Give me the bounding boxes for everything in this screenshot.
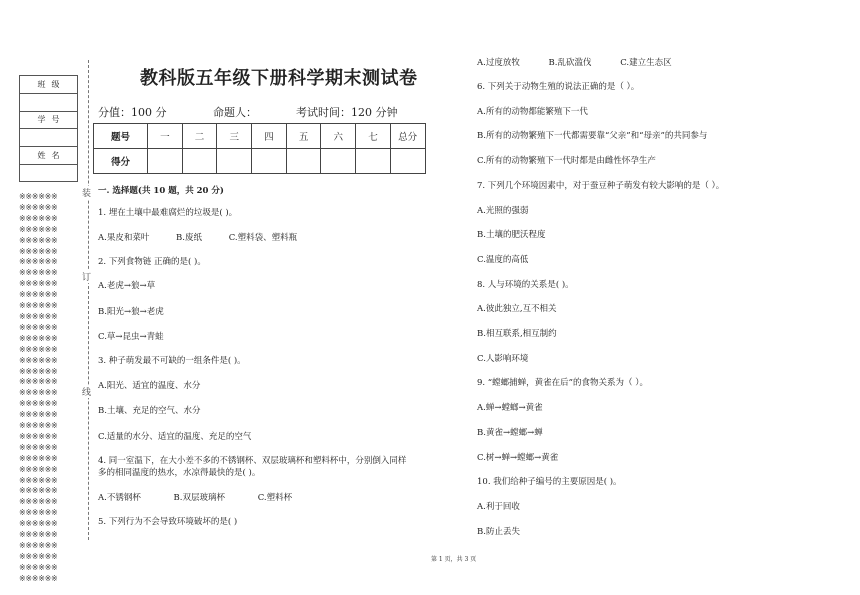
option: C.塑料袋、塑料瓶	[228, 233, 298, 243]
hatch-row: ※※※※※※	[19, 497, 58, 507]
option: A.不锈钢杯	[98, 493, 141, 503]
score-label: 得分	[94, 149, 148, 174]
hatch-row: ※※※※※※	[19, 192, 58, 201]
hatch-row: ※※※※※※	[19, 257, 58, 267]
right-line: B.所有的动物繁殖下一代都需要靠“父亲”和“母亲”的共同参与	[477, 131, 708, 142]
author-label: 命题人：	[213, 106, 257, 119]
table-header-cell: 四	[252, 124, 287, 149]
student-number-blank	[20, 129, 77, 147]
table-header-cell: 二	[182, 124, 217, 149]
class-blank	[20, 94, 77, 112]
right-line: A.光照的强弱	[477, 205, 529, 216]
binding-char-xian: 线	[82, 385, 91, 398]
question-1: 1. 埋在土壤中最难腐烂的垃圾是( )。	[98, 208, 238, 218]
student-info-box	[19, 75, 78, 182]
student-number-label: 学号	[20, 112, 77, 130]
hatch-row: ※※※※※※	[19, 551, 58, 561]
score-cell	[217, 149, 252, 174]
name-label: 姓名	[20, 147, 77, 165]
hatch-row: ※※※※※※	[19, 246, 58, 256]
hatch-pattern	[19, 192, 79, 587]
hatch-row: ※※※※※※	[19, 421, 58, 431]
table-header-cell: 总分	[390, 124, 425, 149]
section-heading: 一. 选择题(共 10 题，共 20 分)	[98, 186, 224, 196]
hatch-row: ※※※※※※	[19, 399, 58, 409]
option: A.阳光、适宜的温度、水分	[98, 381, 201, 391]
table-header-row	[94, 124, 426, 149]
table-header-cell: 五	[286, 124, 321, 149]
binding-char-zhuang: 装	[82, 186, 91, 199]
score-cell	[390, 149, 425, 174]
right-line: 6. 下列关于动物生殖的说法正确的是（ ）。	[477, 82, 640, 92]
right-line: B.土壤的肥沃程度	[477, 230, 546, 241]
name-blank	[20, 165, 77, 183]
right-line: 7. 下列几个环境因素中，对于蚕豆种子萌发有较大影响的是（ ）。	[477, 180, 725, 191]
right-line: 10. 我们给种子编号的主要原因是( )。	[477, 477, 622, 488]
score-cell	[182, 149, 217, 174]
option: C.建立生态区	[620, 58, 672, 68]
hatch-row: ※※※※※※	[19, 442, 58, 452]
option: B.废纸	[176, 233, 202, 243]
table-header-cell: 一	[148, 124, 183, 149]
hatch-row: ※※※※※※	[19, 519, 58, 529]
question-2: 2. 下列食物链 正确的是( )。	[98, 257, 206, 267]
hatch-row: ※※※※※※	[19, 202, 58, 212]
hatch-row: ※※※※※※	[19, 377, 58, 387]
hatch-row: ※※※※※※	[19, 388, 58, 398]
hatch-row: ※※※※※※	[19, 290, 58, 300]
hatch-row: ※※※※※※	[19, 573, 58, 583]
score-cell	[321, 149, 356, 174]
hatch-row: ※※※※※※	[19, 224, 58, 234]
hatch-row: ※※※※※※	[19, 355, 58, 365]
option: C.草→昆虫→青蛙	[98, 332, 164, 342]
hatch-row: ※※※※※※	[19, 279, 58, 289]
hatch-row: ※※※※※※	[19, 508, 58, 518]
right-line: C.人影响环境	[477, 353, 529, 364]
exam-title: 教科版五年级下册科学期末测试卷	[140, 68, 418, 89]
hatch-row: ※※※※※※	[19, 333, 58, 343]
table-score-row	[94, 149, 426, 174]
right-line: 8. 人与环境的关系是( )。	[477, 279, 574, 290]
right-line: A.所有的动物都能繁殖下一代	[477, 106, 588, 117]
right-line: A.蝉→螳螂→黄雀	[477, 403, 543, 414]
hatch-row: ※※※※※※	[19, 464, 58, 474]
score-cell	[252, 149, 287, 174]
hatch-row: ※※※※※※	[19, 530, 58, 540]
right-line: 9. “螳螂捕蝉，黄雀在后”的食物关系为（ ）。	[477, 378, 648, 389]
right-line: B.黄雀→螳螂→蝉	[477, 427, 543, 438]
binding-char-ding: 订	[82, 270, 91, 283]
right-line: C.所有的动物繁殖下一代时都是由雌性怀孕生产	[477, 156, 656, 167]
score-cell	[356, 149, 391, 174]
score-cell	[286, 149, 321, 174]
option: C.适量的水分、适宜的温度、充足的空气	[98, 432, 252, 442]
option: B.阳光→狼→老虎	[98, 307, 164, 317]
table-header-cell: 七	[356, 124, 391, 149]
hatch-row: ※※※※※※	[19, 366, 58, 376]
score-value: 分值：100 分	[98, 106, 167, 119]
exam-time: 考试时间：120 分钟	[296, 106, 398, 119]
score-table	[93, 123, 426, 174]
question-4-line2: 多的相同温度的热水，水凉得最快的是( )。	[98, 468, 261, 478]
score-cell	[148, 149, 183, 174]
right-line: A.利于回收	[477, 501, 520, 512]
binding-line	[88, 60, 89, 540]
option: A.过度放牧	[477, 58, 520, 68]
hatch-row: ※※※※※※	[19, 475, 58, 485]
question-1-options	[98, 232, 297, 244]
right-line: C.温度的高低	[477, 254, 529, 265]
hatch-row: ※※※※※※	[19, 541, 58, 550]
hatch-row: ※※※※※※	[19, 486, 58, 496]
option: B.双层玻璃杯	[173, 493, 225, 503]
page-footer: 第 1 页，共 3 页	[431, 556, 477, 563]
table-header-cell: 三	[217, 124, 252, 149]
question-4-line1: 4. 同一室温下，在大小差不多的不锈钢杯、双层玻璃杯和塑料杯中，分别倒入同样	[98, 456, 407, 466]
question-4-options	[98, 492, 292, 504]
question-5: 5. 下列行为不会导致环境破坏的是( )	[98, 517, 238, 527]
question-3: 3. 种子萌发最不可缺的一组条件是( )。	[98, 356, 246, 366]
hatch-row: ※※※※※※	[19, 344, 58, 354]
right-line: B.防止丢失	[477, 526, 520, 537]
right-line: C.树→蝉→螳螂→黄雀	[477, 452, 559, 463]
option: A.老虎→狼→草	[98, 281, 156, 291]
option: B.土壤、充足的空气、水分	[98, 406, 201, 416]
class-label: 班级	[20, 76, 77, 94]
hatch-row: ※※※※※※	[19, 410, 58, 420]
option: A.果皮和菜叶	[98, 233, 150, 243]
hatch-row: ※※※※※※	[19, 235, 58, 245]
option: C.塑料杯	[257, 493, 293, 503]
hatch-row: ※※※※※※	[19, 301, 58, 311]
hatch-row: ※※※※※※	[19, 268, 58, 278]
hatch-row: ※※※※※※	[19, 562, 58, 572]
question-number-label: 题号	[94, 124, 148, 149]
hatch-row: ※※※※※※	[19, 322, 58, 332]
hatch-row: ※※※※※※	[19, 453, 58, 463]
right-line: A.彼此独立,互不相关	[477, 304, 557, 315]
hatch-row: ※※※※※※	[19, 431, 58, 441]
hatch-row: ※※※※※※	[19, 213, 58, 223]
option: B.乱砍滥伐	[548, 58, 592, 68]
table-header-cell: 六	[321, 124, 356, 149]
question-5-options	[477, 57, 672, 69]
hatch-row: ※※※※※※	[19, 311, 58, 321]
right-line: B.相互联系,相互制约	[477, 329, 557, 339]
